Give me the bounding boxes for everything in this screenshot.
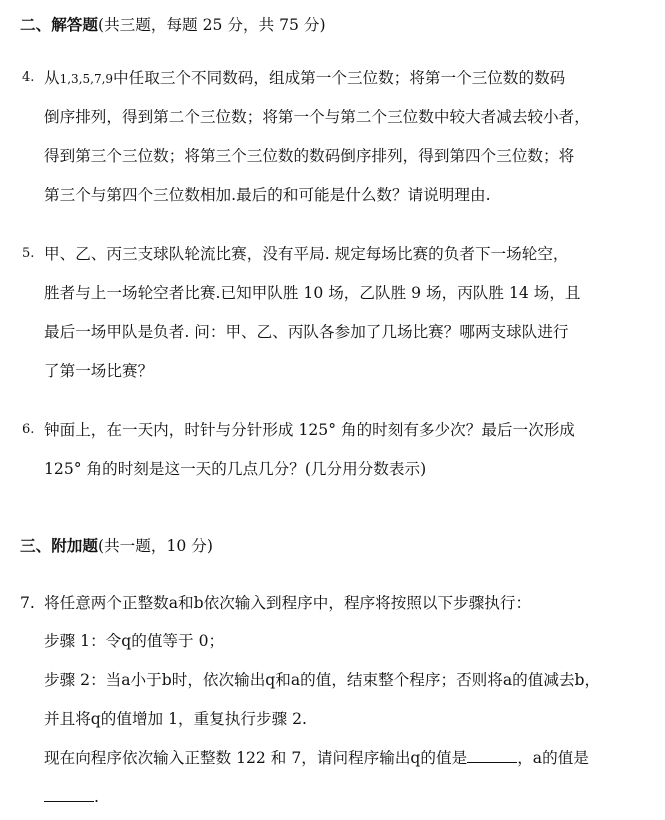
q7-line-1: 将任意两个正整数a和b依次输入到程序中，程序将按照以下步骤执行： bbox=[44, 594, 532, 612]
section-2-title: 二、解答题 bbox=[20, 16, 98, 34]
q4-number: 4. bbox=[22, 70, 35, 85]
section-3-heading bbox=[20, 536, 213, 556]
q7-step-2-continued: 并且将q的值增加 1，重复执行步骤 2. bbox=[44, 710, 308, 728]
q6-line-1: 钟面上，在一天内，时针与分针形成 125° 角的时刻有多少次？最后一次形成 bbox=[44, 421, 575, 439]
section-2-heading bbox=[20, 15, 326, 35]
q5-line-4: 了第一场比赛？ bbox=[44, 362, 154, 380]
q7-answer-line bbox=[44, 787, 99, 807]
q6-number: 6. bbox=[22, 422, 35, 437]
q6-line-2: 125° 角的时刻是这一天的几点几分？(几分用分数表示) bbox=[44, 460, 427, 478]
q4-line-1 bbox=[44, 68, 565, 89]
q7-question-line bbox=[44, 748, 589, 768]
section-3-title: 三、附加题 bbox=[20, 537, 98, 555]
q-answer-blank[interactable] bbox=[467, 762, 517, 763]
q7-step-2: 步骤 2：当a小于b时，依次输出q和a的值，结束整个程序；否则将a的值减去b， bbox=[44, 671, 601, 689]
q4-line-3: 得到第三个三位数；将第三个三位数的数码倒序排列，得到第四个三位数；将 bbox=[44, 147, 575, 165]
q5-line-1: 甲、乙、丙三支球队轮流比赛，没有平局. 规定每场比赛的负者下一场轮空， bbox=[44, 245, 569, 263]
q7-question-a: 现在向程序依次输入正整数 122 和 7，请问程序输出q的值是 bbox=[44, 749, 468, 767]
q5-line-2: 胜者与上一场轮空者比赛.已知甲队胜 10 场，乙队胜 9 场，丙队胜 14 场，且 bbox=[44, 284, 581, 302]
q4-line-4: 第三个与第四个三位数相加.最后的和可能是什么数？请说明理由. bbox=[44, 186, 491, 204]
q7-question-b: ，a的值是 bbox=[517, 749, 589, 767]
q4-line-1-a: 从 bbox=[44, 69, 60, 87]
q4-digits: 1,3,5,7,9 bbox=[59, 72, 114, 86]
q7-number: 7. bbox=[20, 594, 35, 612]
a-answer-blank[interactable] bbox=[44, 801, 94, 802]
section-3-desc: (共一题，10 分) bbox=[97, 537, 213, 555]
q5-number: 5. bbox=[22, 246, 35, 261]
q5-line-3: 最后一场甲队是负者. 问：甲、乙、丙队各参加了几场比赛？哪两支球队进行 bbox=[44, 323, 569, 341]
q7-step-1: 步骤 1：令q的值等于 0； bbox=[44, 632, 225, 650]
section-2-desc: (共三题，每题 25 分，共 75 分) bbox=[97, 16, 326, 34]
q4-line-1-b: 中任取三个不同数码，组成第一个三位数；将第一个三位数的数码 bbox=[113, 69, 566, 87]
q4-line-2: 倒序排列，得到第二个三位数；将第一个与第二个三位数中较大者减去较小者， bbox=[44, 108, 590, 126]
q7-period: . bbox=[94, 788, 99, 806]
